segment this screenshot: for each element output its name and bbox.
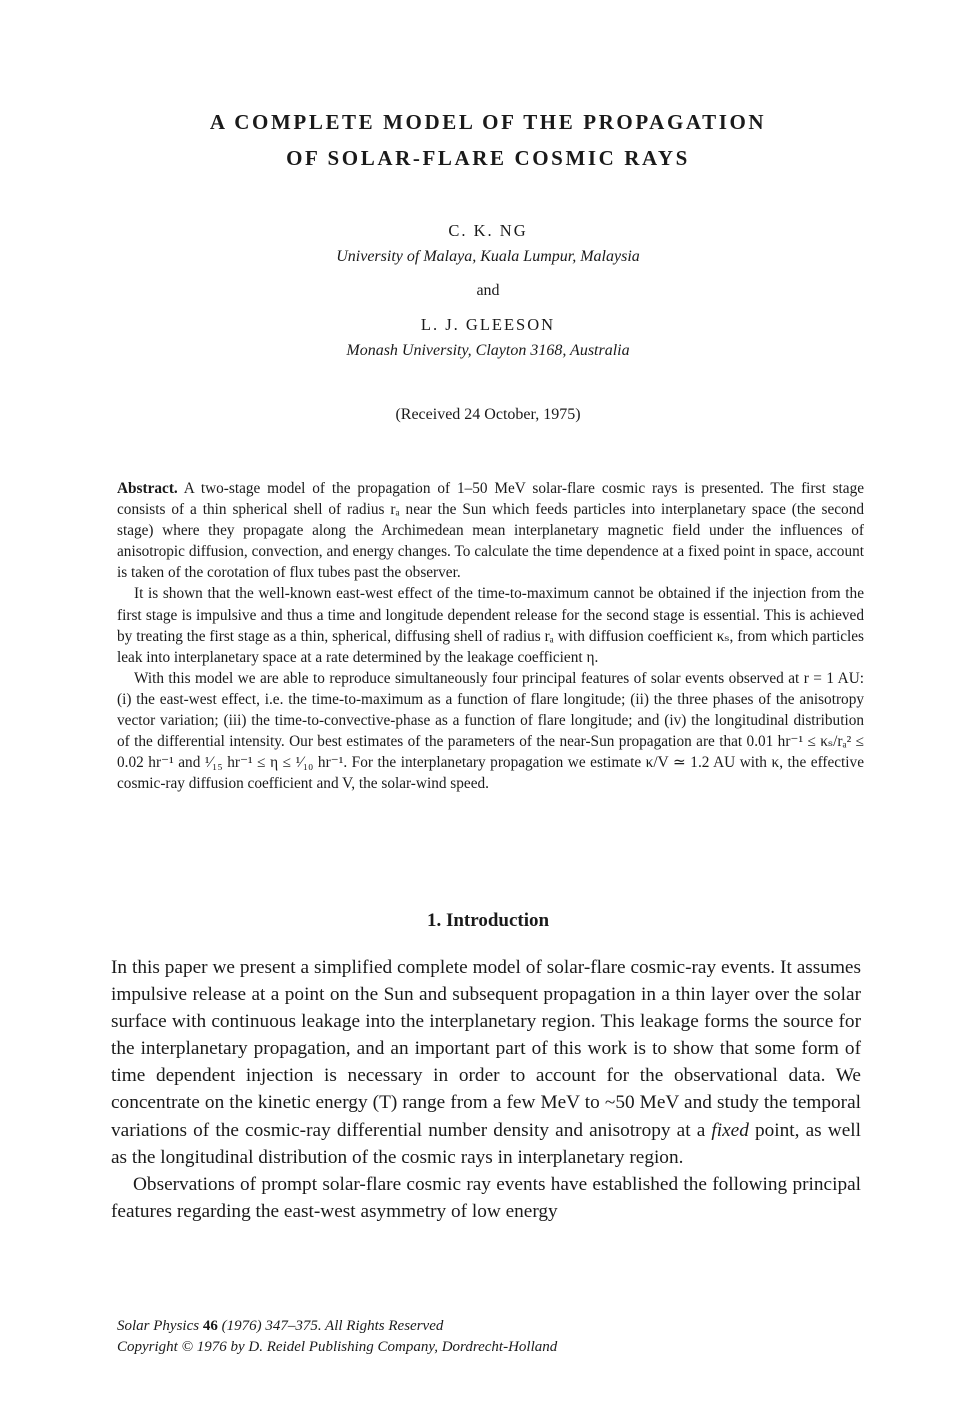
body-paragraph-1 — [111, 954, 861, 1171]
emphasis-fixed: fixed — [711, 1119, 749, 1141]
footer-citation — [117, 1316, 557, 1337]
abstract-text-1: A two-stage model of the propagation of 1–50 MeV solar-flare cosmic rays is presented. The first stage consists of a thin spherical shell of radius rₐ near the Sun which feeds particles into interplanetary space (the second stage) where they propagate along the Archimedean mean interplanetary magnetic field under the influences of anisotropic diffusion, convection, and energy changes. To calculate the time dependence at a fixed point in space, account is taken of the corotation of flux tubes past the observer. — [117, 480, 865, 582]
section-heading: 1. Introduction — [426, 910, 550, 931]
footer-journal: Solar Physics — [117, 1318, 200, 1334]
abstract-paragraph-2: It is shown that the well-known east-west effect of the time-to-maximum cannot be obtained if the injection from the first stage is impulsive and thus a time and longitude dependent release for the second stage is essential. This is achieved by treating the first stage as a thin, spherical, diffusing shell of radius rₐ with diffusion coefficient κₛ, from which particles leak into interplanetary space at a rate determined by the leakage coefficient η. — [117, 585, 864, 666]
body-paragraph-1-start: In this paper we present a simplified complete model of solar-flare cosmic-ray events. It assumes impulsive release at a point on the Sun and subsequent propagation in a thin layer over the solar surface with continuous leakage into the interplanetary region. This leakage forms the source for the interplanetary propagation, and an important part of this work is to show that some form of time dependent injection is necessary in order to account for the observational data. We concentrate on the kinetic energy (T) range from a few MeV to ~50 MeV and study the temporal variations of the cosmic-ray differential number density and anisotropy at a — [111, 957, 861, 1141]
abstract-label: Abstract. — [117, 480, 178, 497]
abstract-paragraph-1 — [117, 478, 864, 583]
footer-copyright: Copyright © 1976 by D. Reidel Publishing Company, Dordrecht-Holland — [117, 1339, 558, 1355]
body-text — [111, 954, 861, 1225]
title-line-2: OF SOLAR-FLARE COSMIC RAYS — [286, 146, 690, 170]
author-2: L. J. GLEESON — [420, 315, 556, 334]
affiliation-2: Monash University, Clayton 3168, Australia — [346, 342, 630, 359]
body-paragraph-2: Observations of prompt solar-flare cosmic ray events have established the following principal features regarding the east-west asymmetry of low energy — [111, 1173, 861, 1222]
abstract — [117, 478, 864, 794]
footer — [117, 1316, 557, 1358]
author-conjunction: and — [476, 282, 500, 299]
footer-volume: 46 — [202, 1318, 218, 1334]
footer-citation-text: (1976) 347–375. All Rights Reserved — [221, 1318, 444, 1334]
received-date: (Received 24 October, 1975) — [395, 406, 581, 423]
affiliation-1: University of Malaya, Kuala Lumpur, Malaysia — [336, 248, 640, 265]
abstract-paragraph-3: With this model we are able to reproduce simultaneously four principal features of solar events observed at r = 1 AU: (i) the east-west effect, i.e. the time-to-maximum as a function of flare longitude; (ii) the three phases of the anisotropy vector variation; (iii) the time-to-convective-phase as a function of flare longitude; and (iv) the longitudinal distribution of the differential intensity. Our best estimates of the parameters of the near-Sun propagation are that 0.01 hr⁻¹ ≤ κₛ/rₐ² ≤ 0.02 hr⁻¹ and ¹⁄₁₅ hr⁻¹ ≤ η ≤ ¹⁄₁₀ hr⁻¹. For the interplanetary propagation we estimate κ/V ≃ 1.2 AU with κ, the effective cosmic-ray diffusion coefficient and V, the solar-wind speed. — [117, 669, 864, 793]
title-line-1: A COMPLETE MODEL OF THE PROPAGATION — [209, 110, 767, 134]
body-paragraph-1-end: point, as well as the longitudinal distribution of the cosmic rays in interplanetary region. — [111, 1119, 861, 1168]
author-1: C. K. NG — [448, 221, 528, 240]
